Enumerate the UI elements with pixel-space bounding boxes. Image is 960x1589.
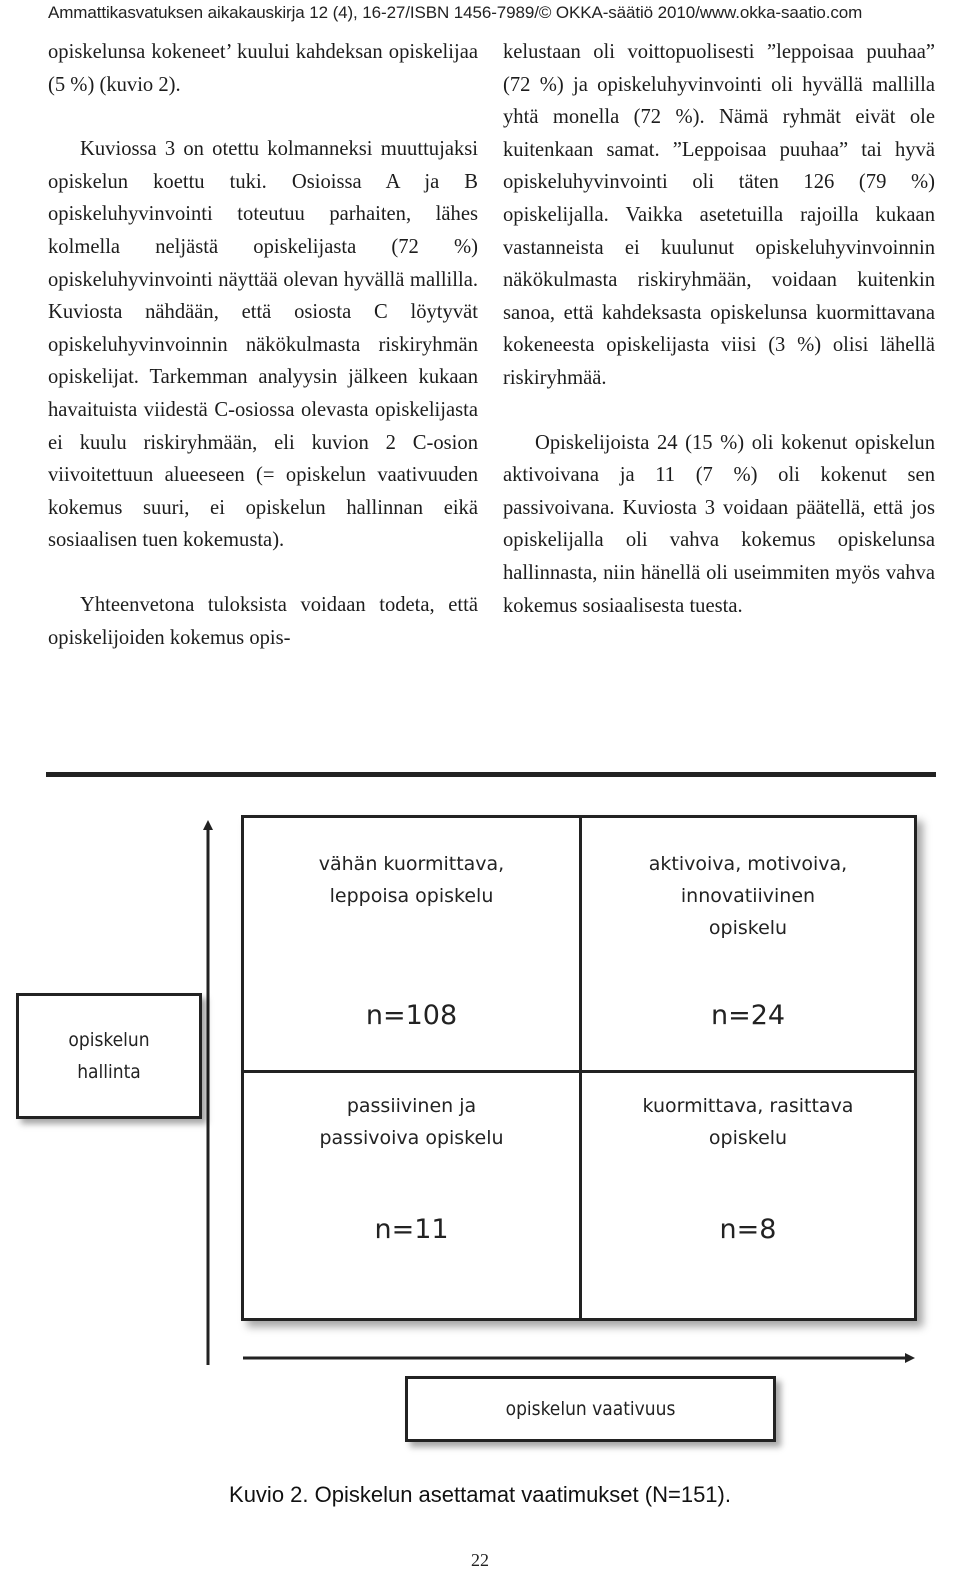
quadrant-top-right [582,848,914,1070]
quadrant-count: n=24 [710,1000,786,1031]
quadrant-grid [241,815,917,1321]
quadrant-label: passivoiva opiskelu [319,1127,504,1149]
figure-quadrant-diagram [0,780,960,1500]
quadrant-top-left [244,848,579,1070]
quadrant-label: vähän kuormittava, [318,853,505,875]
y-axis-label-line: hallinta [77,1061,141,1083]
quadrant-count: n=11 [374,1214,449,1245]
y-axis-label-box [16,993,202,1119]
quadrant-label: opiskelu [708,917,788,939]
paragraph: opiskelunsa kokeneet’ kuului kahdeksan opiskelijaa (5 %) (kuvio 2). [48,41,478,96]
x-axis-label-box [405,1376,776,1442]
quadrant-bottom-right [582,1090,914,1315]
right-text-column [503,36,935,622]
running-header: Ammattikasvatuksen aikakauskirja 12 (4), 16-27/ISBN 1456-7989/© OKKA-säätiö 2010/www.okka-saatio.com [48,3,863,22]
paragraph: Opiskelijoista 24 (15 %) oli kokenut opiskelun aktivoivana ja 11 (7 %) oli kokenut sen passivoivana. Kuviosta 3 voidaan päätellä, että jos opiskelijalla oli vahva kokemus opiskelunsa hallinnasta, niin hänellä oli useimmiten myös vahva kokemus sosiaalisesta tuesta. [503,431,935,617]
figure-caption: Kuvio 2. Opiskelun asettamat vaatimukset (N=151). [229,1482,731,1507]
y-axis-label-line: opiskelun [68,1029,150,1051]
quadrant-bottom-left [244,1090,579,1315]
left-text-column [48,36,478,654]
paragraph: Kuviossa 3 on otettu kolmanneksi muuttujaksi opiskelun koettu tuki. Osioissa A ja B opiskeluhyvinvointi toteutuu parhaiten, lähes kolmella neljästä opiskelijasta (72 %) opiskeluhyvinvointi näyttää olevan hyvällä mallilla. Kuviosta nähdään, että osiosta C löytyvät opiskeluhyvinvoinnin näkökulmasta riskiryhmän opiskelijat. Tarkemman analyysin jälkeen kukaan havaituista viidestä C-osiossa olevasta opiskelijasta ei kuulu riskiryhmään, eli kuvion 2 C-osion viivoitettuun alueeseen (= opiskelun vaativuuden kokemus suuri, ei opiskelun hallinnan eikä sosiaalisen tuen kokemusta). [48,138,478,552]
quadrant-label: leppoisa opiskelu [329,885,494,907]
quadrant-label: innovatiivinen [680,885,816,907]
quadrant-count: n=8 [719,1214,777,1245]
quadrant-count: n=108 [365,1000,458,1031]
quadrant-label: passiivinen ja [346,1095,477,1117]
section-divider [46,772,936,777]
paragraph: Yhteenvetona tuloksista voidaan todeta, että opiskelijoiden kokemus opis- [48,593,478,649]
page-number: 22 [471,1550,489,1570]
horizontal-divider [244,1070,914,1073]
quadrant-label: kuormittava, rasittava [642,1095,854,1117]
quadrant-label: aktivoiva, motivoiva, [648,853,848,875]
paragraph: kelustaan oli voittopuolisesti ”leppoisaa puuhaa” (72 %) ja opiskeluhyvinvointi oli hyvällä mallilla yhtä monella (72 %). Nämä ryhmät eivät ole kuitenkaan samat. ”Leppoisaa puuhaa” tai hyvä opiskeluhyvinvointi oli täten 126 (79 %) opiskelijalla. Vaikka asetetuilla rajoilla kukaan vastanneista ei kuulunut opiskeluhyvinvoinnin näkökulmasta riskiryhmään, voidaan kuitenkin sanoa, että kahdeksasta opiskelunsa kuormittavana kokeneesta opiskelijasta viisi (3 %) olisi lähellä riskiryhmää. [503,41,935,389]
x-axis-label: opiskelun vaativuus [505,1398,676,1420]
quadrant-label: opiskelu [708,1127,788,1149]
